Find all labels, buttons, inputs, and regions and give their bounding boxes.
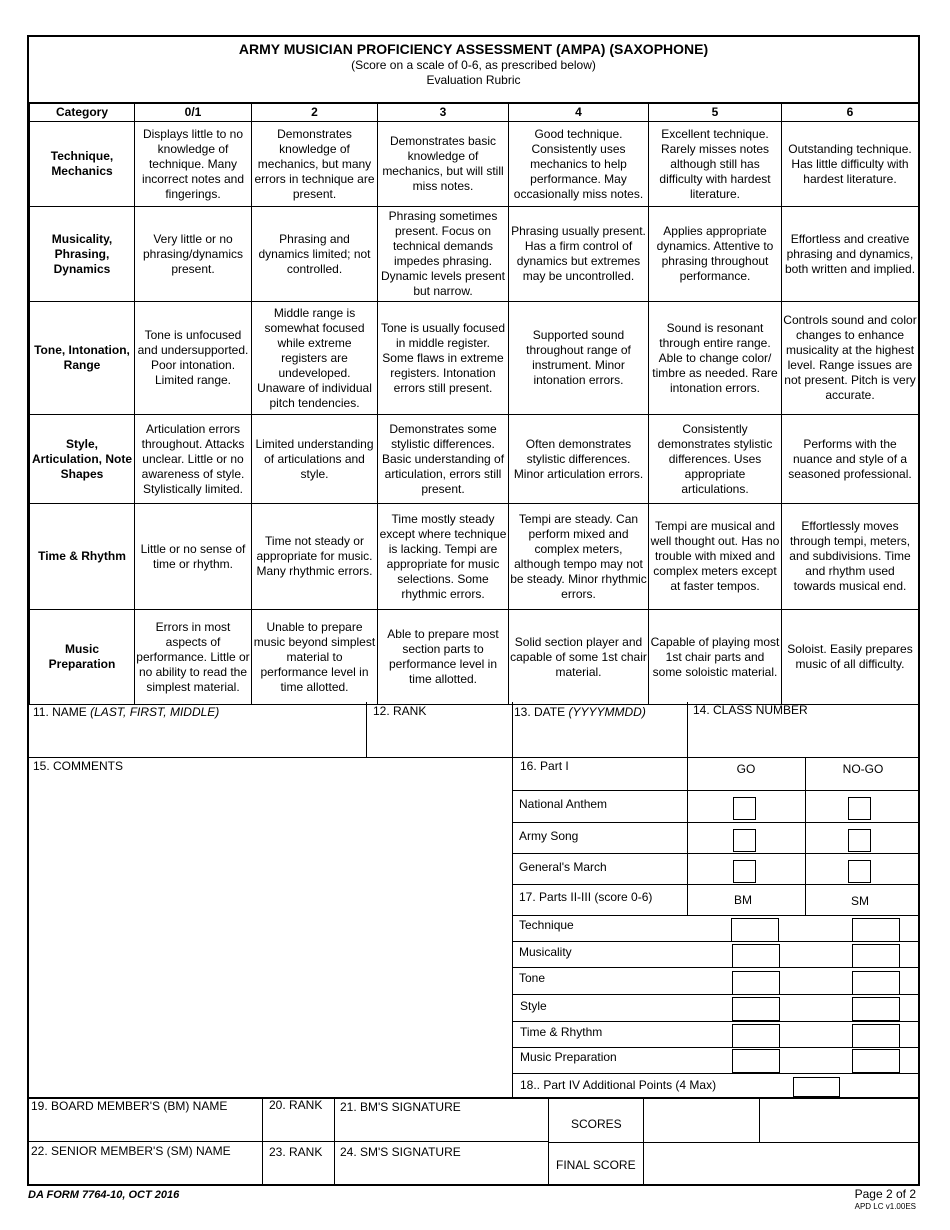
category-cell: Time & Rhythm [30,504,135,610]
national-anthem-go-checkbox[interactable] [733,797,756,820]
rubric-cell: Demonstrates knowledge of mechanics, but many errors in technique are present. [252,122,378,207]
header-score-3: 3 [378,103,509,122]
time-rhythm-sm-score-input[interactable] [852,1024,900,1048]
table-row [30,504,919,610]
sm-name-label[interactable]: 22. SENIOR MEMBER'S (SM) NAME [31,1144,231,1158]
part4-label: 18.. Part IV Additional Points (4 Max) [520,1078,717,1092]
final-score-label: FINAL SCORE [556,1158,636,1172]
music-preparation-bm-score-input[interactable] [732,1049,780,1073]
rubric-cell: Demonstrates some stylistic differences. Basic understanding of articulation, errors still present. [378,415,509,504]
version-label: APD LC v1.00ES [854,1202,916,1211]
generals-march-nogo-checkbox[interactable] [848,860,871,883]
category-cell: Musicality, Phrasing, Dynamics [30,207,135,302]
category-cell: Tone, Intonation, Range [30,302,135,415]
musicality-sm-score-input[interactable] [852,944,900,968]
rubric-cell: Articulation errors throughout. Attacks unclear. Little or no awareness of style. Stylistically limited. [135,415,252,504]
sm-label: SM [851,894,869,908]
rubric-cell: Limited understanding of articulations and style. [252,415,378,504]
rubric-cell: Performs with the nuance and style of a seasoned professional. [782,415,919,504]
header-score-6: 6 [782,103,919,122]
category-cell: Music Preparation [30,610,135,705]
comments-field[interactable] [29,775,510,1095]
rank-field-label[interactable]: 12. RANK [373,704,427,718]
bm-signature-label[interactable]: 21. BM'S SIGNATURE [340,1100,461,1114]
nogo-label: NO-GO [842,762,884,776]
bm-name-label[interactable]: 19. BOARD MEMBER'S (BM) NAME [31,1099,228,1113]
tone-bm-score-input[interactable] [732,971,780,995]
date-hint: (YYYYMMDD) [568,705,646,719]
technique-sm-score-input[interactable] [852,918,900,942]
bm-score-field[interactable] [645,1100,757,1140]
rubric-header-row [30,103,919,122]
header-score-2: 2 [252,103,378,122]
musicality-bm-score-input[interactable] [732,944,780,968]
header-score-4: 4 [509,103,649,122]
category-cell: Technique, Mechanics [30,122,135,207]
header-score-5: 5 [649,103,782,122]
time-rhythm-bm-score-input[interactable] [732,1024,780,1048]
rubric-cell: Displays little to no knowledge of technique. Many incorrect notes and fingerings. [135,122,252,207]
rubric-cell: Tempi are steady. Can perform mixed and complex meters, although tempo may not be steady. Minor rhythmic errors. [509,504,649,610]
rubric-label: Evaluation Rubric [426,73,521,87]
rubric-cell: Unable to prepare music beyond simplest material to performance level in time allotted. [252,610,378,705]
rubric-cell: Good technique. Consistently uses mechanics to help performance. May occasionally miss notes. [509,122,649,207]
rubric-cell: Sound is resonant through entire range. Able to change color/ timbre as needed. Rare intonation errors. [649,302,782,415]
rubric-cell: Very little or no phrasing/dynamics present. [135,207,252,302]
category-cell: Style, Articulation, Note Shapes [30,415,135,504]
style-sm-score-input[interactable] [852,997,900,1021]
sm-score-field[interactable] [761,1100,917,1140]
rubric-cell: Consistently demonstrates stylistic differences. Uses appropriate articulations. [649,415,782,504]
rubric-cell: Solid section player and capable of some 1st chair material. [509,610,649,705]
rubric-cell: Soloist. Easily prepares music of all difficulty. [782,610,919,705]
header-score-0-1: 0/1 [135,103,252,122]
date-label: 13. DATE [514,705,566,719]
part4-points-input[interactable] [793,1077,840,1097]
page-number: Page 2 of 2 [854,1187,916,1201]
rubric-cell: Little or no sense of time or rhythm. [135,504,252,610]
score-item-style: Style [520,999,547,1013]
form-subtitle: (Score on a scale of 0-6, as prescribed below) [351,58,596,72]
table-row [30,302,919,415]
army-song-nogo-checkbox[interactable] [848,829,871,852]
rubric-cell: Applies appropriate dynamics. Attentive to phrasing throughout performance. [649,207,782,302]
rubric-table [29,102,919,705]
rubric-cell: Outstanding technique. Has little difficulty with hardest literature. [782,122,919,207]
class-number-field-label[interactable]: 14. CLASS NUMBER [693,703,808,717]
rubric-cell: Phrasing usually present. Has a firm control of dynamics but extremes may be uncontrolled. [509,207,649,302]
sm-signature-label[interactable]: 24. SM'S SIGNATURE [340,1145,461,1159]
score-item-tone: Tone [519,971,546,985]
date-field[interactable] [514,705,646,719]
generals-march-go-checkbox[interactable] [733,860,756,883]
national-anthem-nogo-checkbox[interactable] [848,797,871,820]
rubric-cell: Phrasing sometimes present. Focus on technical demands impedes phrasing. Dynamic levels present but narrow. [378,207,509,302]
part1-label: 16. Part I [520,759,569,773]
rubric-cell: Time mostly steady except where technique is lacking. Tempi are appropriate for music selections. Some rhythmic errors. [378,504,509,610]
part1-item-national-anthem: National Anthem [519,797,608,811]
rubric-cell: Tone is usually focused in middle register. Some flaws in extreme registers. Intonation errors still present. [378,302,509,415]
score-item-musicality: Musicality [519,945,572,959]
style-bm-score-input[interactable] [732,997,780,1021]
name-hint: (LAST, FIRST, MIDDLE) [90,705,220,719]
rubric-cell: Excellent technique. Rarely misses notes although still has difficulty with hardest literature. [649,122,782,207]
rubric-cell: Able to prepare most section parts to performance level in time allotted. [378,610,509,705]
score-item-technique: Technique [519,918,574,932]
table-row [30,207,919,302]
table-row [30,415,919,504]
name-label: 11. NAME [33,705,87,719]
rubric-cell: Supported sound throughout range of instrument. Minor intonation errors. [509,302,649,415]
form-title: ARMY MUSICIAN PROFICIENCY ASSESSMENT (AMPA) (SAXOPHONE) [238,41,709,57]
rubric-cell: Middle range is somewhat focused while extreme registers are undeveloped. Unaware of individual pitch tendencies. [252,302,378,415]
table-row [30,610,919,705]
go-label: GO [736,762,756,776]
bm-label: BM [734,893,752,907]
part1-item-generals-march: General's March [519,860,607,874]
rubric-cell: Demonstrates basic knowledge of mechanics, but will still miss notes. [378,122,509,207]
rubric-cell: Time not steady or appropriate for music. Many rhythmic errors. [252,504,378,610]
rubric-cell: Effortless and creative phrasing and dynamics, both written and implied. [782,207,919,302]
rubric-cell: Effortlessly moves through tempi, meters, and subdivisions. Time and rhythm used towards musical end. [782,504,919,610]
part1-item-army-song: Army Song [519,829,579,843]
name-field[interactable] [33,705,219,719]
scores-label: SCORES [571,1117,622,1131]
rubric-cell: Errors in most aspects of performance. Little or no ability to read the simplest material. [135,610,252,705]
header-category: Category [30,103,135,122]
technique-bm-score-input[interactable] [731,918,779,942]
sm-rank-label[interactable]: 23. RANK [269,1145,323,1159]
parts23-label: 17. Parts II-III (score 0-6) [519,890,653,904]
rubric-cell: Controls sound and color changes to enhance musicality at the highest level. Range issues are not present. Pitch is very accurate. [782,302,919,415]
score-item-time-rhythm: Time & Rhythm [520,1025,603,1039]
bm-rank-label[interactable]: 20. RANK [269,1098,323,1112]
rubric-cell: Often demonstrates stylistic differences. Minor articulation errors. [509,415,649,504]
comments-label: 15. COMMENTS [33,759,124,773]
rubric-cell: Capable of playing most 1st chair parts and some soloistic material. [649,610,782,705]
table-row [30,122,919,207]
final-score-field[interactable] [645,1144,917,1184]
tone-sm-score-input[interactable] [852,971,900,995]
rubric-cell: Tone is unfocused and undersupported. Poor intonation. Limited range. [135,302,252,415]
army-song-go-checkbox[interactable] [733,829,756,852]
form-id: DA FORM 7764-10, OCT 2016 [28,1189,180,1201]
rubric-cell: Phrasing and dynamics limited; not controlled. [252,207,378,302]
rubric-cell: Tempi are musical and well thought out. Has no trouble with mixed and complex meters except at faster tempos. [649,504,782,610]
score-item-music-preparation: Music Preparation [520,1050,617,1064]
music-preparation-sm-score-input[interactable] [852,1049,900,1073]
